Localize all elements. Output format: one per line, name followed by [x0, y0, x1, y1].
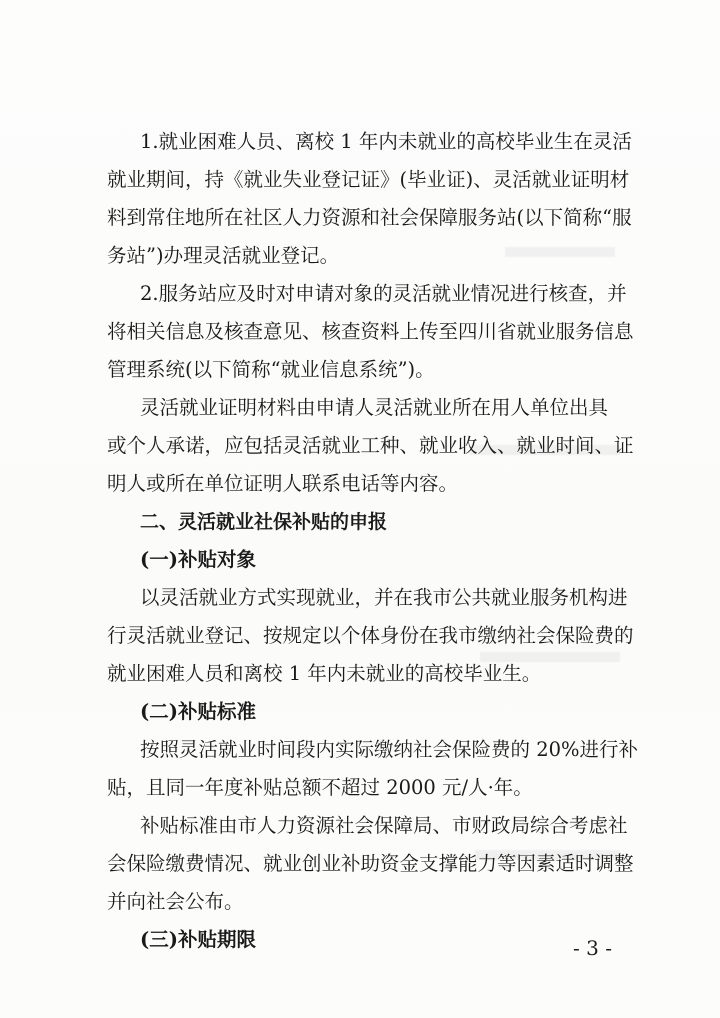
- paragraph-line: 务站”)办理灵活就业登记。: [107, 244, 340, 267]
- paragraph-line: 并向社会公布。: [107, 890, 244, 913]
- paragraph-line: 或个人承诺，应包括灵活就业工种、就业收入、就业时间、证: [107, 434, 634, 457]
- paragraph-line: 管理系统(以下简称“就业信息系统”)。: [107, 358, 435, 381]
- paragraph-line: 明人或所在单位证明人联系电话等内容。: [107, 472, 459, 495]
- paragraph-line: 会保险缴费情况、就业创业补助资金支撑能力等因素适时调整: [107, 852, 634, 875]
- subsection-heading: (三)补贴期限: [140, 928, 256, 951]
- paragraph-line: 补贴标准由市人力资源社会保障局、市财政局综合考虑社: [140, 814, 628, 837]
- paragraph-line: 按照灵活就业时间段内实际缴纳社会保险费的 20%进行补: [140, 738, 639, 761]
- section-heading: 二、灵活就业社保补贴的申报: [140, 511, 388, 533]
- paragraph-line: 行灵活就业登记、按规定以个体身份在我市缴纳社会保险费的: [107, 624, 634, 647]
- paragraph-line: 就业期间，持《就业失业登记证》(毕业证)、灵活就业证明材: [107, 168, 630, 191]
- subsection-heading: (二)补贴标准: [140, 700, 256, 723]
- page-number: - 3 -: [573, 936, 612, 960]
- paragraph-line: 料到常住地所在社区人力资源和社会保障服务站(以下简称“服: [107, 206, 632, 229]
- show-through-shadow: [480, 652, 620, 662]
- paragraph-line: 将相关信息及核查意见、核查资料上传至四川省就业服务信息: [107, 320, 634, 343]
- paragraph-line: 灵活就业证明材料由申请人灵活就业所在用人单位出具: [140, 396, 609, 419]
- show-through-shadow: [505, 247, 615, 257]
- subsection-heading: (一)补贴对象: [140, 548, 256, 571]
- paragraph-line: 就业困难人员和离校 1 年内未就业的高校毕业生。: [107, 662, 542, 685]
- paragraph-line: 2.服务站应及时对申请对象的灵活就业情况进行核查，并: [140, 282, 627, 305]
- paragraph-line: 1.就业困难人员、离校 1 年内未就业的高校毕业生在灵活: [140, 130, 632, 153]
- paragraph-line: 以灵活就业方式实现就业，并在我市公共就业服务机构进: [140, 586, 628, 609]
- paragraph-line: 贴，且同一年度补贴总额不超过 2000 元/人·年。: [107, 776, 533, 799]
